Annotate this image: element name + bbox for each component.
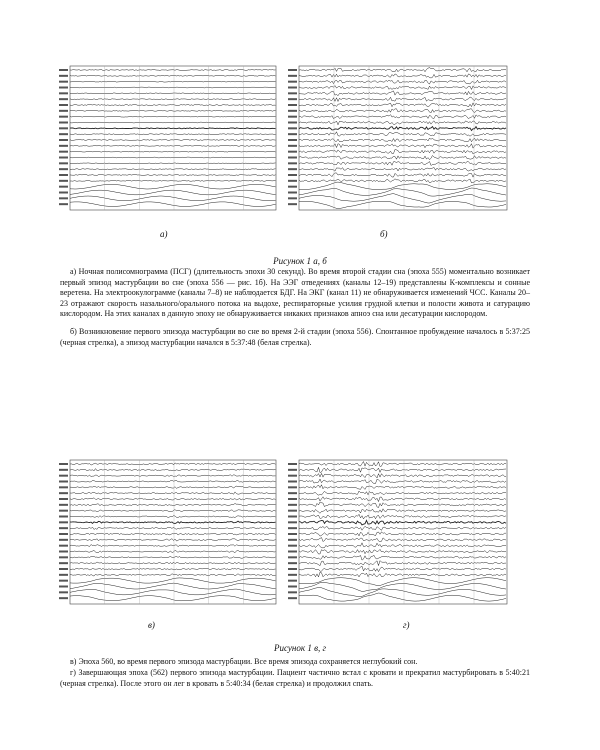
channel-label-mark — [288, 192, 297, 194]
eeg-trace — [70, 469, 276, 471]
channel-label-mark — [59, 521, 68, 523]
channel-label-mark — [288, 98, 297, 100]
eeg-trace — [299, 538, 506, 542]
channel-label-mark — [288, 533, 297, 535]
eeg-trace — [70, 574, 276, 576]
eeg-trace — [70, 128, 276, 129]
channel-label-mark — [59, 463, 68, 465]
eeg-trace — [299, 509, 506, 514]
eeg-trace — [299, 121, 506, 125]
eeg-trace — [299, 473, 506, 478]
channel-label-mark — [288, 469, 297, 471]
channel-label-mark — [59, 81, 68, 83]
channel-label-mark — [288, 510, 297, 512]
eeg-trace — [299, 497, 506, 502]
eeg-trace — [70, 568, 276, 570]
eeg-trace — [70, 122, 276, 123]
eeg-trace — [299, 593, 506, 601]
channel-label-mark — [288, 580, 297, 582]
channel-label-mark — [59, 197, 68, 199]
channel-label-mark — [59, 562, 68, 564]
eeg-trace — [70, 583, 276, 589]
channel-label-mark — [59, 186, 68, 188]
channel-label-mark — [59, 122, 68, 124]
eeg-trace — [299, 485, 506, 490]
eeg-trace — [70, 190, 276, 195]
eeg-trace — [70, 492, 276, 494]
channel-label-mark — [288, 180, 297, 182]
eeg-trace — [70, 504, 276, 506]
eeg-trace — [70, 480, 276, 482]
eeg-trace — [70, 70, 276, 71]
channel-label-mark — [59, 87, 68, 89]
eeg-trace — [70, 134, 276, 135]
eeg-trace — [70, 596, 276, 601]
channel-label-mark — [59, 551, 68, 553]
channel-label-mark — [288, 463, 297, 465]
eeg-trace — [70, 550, 276, 552]
channel-label-mark — [288, 545, 297, 547]
eeg-trace — [299, 578, 506, 586]
channel-label-mark — [288, 110, 297, 112]
eeg-trace — [299, 479, 506, 484]
eeg-trace — [299, 150, 506, 154]
channel-label-mark — [288, 122, 297, 124]
channel-label-mark — [288, 568, 297, 570]
eeg-trace — [70, 140, 276, 141]
eeg-trace — [70, 184, 276, 189]
channel-label-mark — [59, 157, 68, 159]
channel-label-mark — [288, 139, 297, 141]
channel-label-mark — [59, 168, 68, 170]
eeg-trace — [299, 514, 506, 519]
eeg-trace — [299, 462, 506, 467]
channel-label-mark — [59, 533, 68, 535]
channel-label-mark — [59, 145, 68, 147]
channel-label-mark — [288, 481, 297, 483]
eeg-trace — [70, 527, 276, 529]
eeg-trace — [70, 163, 276, 164]
channel-label-mark — [59, 475, 68, 477]
eeg-trace — [299, 583, 506, 592]
channel-label-mark — [288, 104, 297, 106]
eeg-trace — [70, 105, 276, 106]
channel-label-mark — [59, 69, 68, 71]
channel-label-mark — [288, 486, 297, 488]
channel-label-mark — [288, 203, 297, 205]
channel-label-mark — [59, 597, 68, 599]
channel-label-mark — [59, 486, 68, 488]
channel-label-mark — [288, 516, 297, 518]
eeg-trace — [299, 561, 506, 566]
channel-label-mark — [288, 168, 297, 170]
channel-label-mark — [59, 580, 68, 582]
eeg-trace — [70, 486, 276, 488]
psg-panel-d — [287, 458, 509, 608]
channel-label-mark — [288, 157, 297, 159]
channel-label-mark — [288, 597, 297, 599]
eeg-trace — [299, 179, 506, 183]
channel-label-mark — [59, 574, 68, 576]
eeg-trace — [70, 145, 276, 146]
eeg-trace — [70, 75, 276, 76]
eeg-trace — [299, 80, 506, 84]
channel-label-mark — [288, 498, 297, 500]
eeg-trace — [299, 115, 506, 119]
eeg-trace — [299, 194, 506, 203]
channel-label-mark — [288, 151, 297, 153]
eeg-trace — [70, 475, 276, 477]
eeg-trace — [299, 188, 506, 196]
channel-label-mark — [288, 162, 297, 164]
eeg-trace — [299, 520, 506, 525]
eeg-trace — [299, 91, 506, 96]
eeg-trace — [70, 180, 276, 181]
eeg-trace — [70, 175, 276, 176]
channel-label-mark — [59, 133, 68, 135]
eeg-trace — [299, 566, 506, 571]
eeg-trace — [299, 543, 506, 548]
channel-label-mark — [288, 75, 297, 77]
channel-label-mark — [288, 556, 297, 558]
panel-label-d: г) — [403, 620, 410, 630]
eeg-trace — [70, 578, 276, 583]
channel-label-mark — [59, 498, 68, 500]
eeg-trace — [70, 533, 276, 535]
channel-label-mark — [288, 81, 297, 83]
channel-label-mark — [59, 180, 68, 182]
channel-label-mark — [59, 568, 68, 570]
channel-label-mark — [288, 591, 297, 593]
channel-label-mark — [59, 203, 68, 205]
channel-label-mark — [59, 75, 68, 77]
eeg-trace — [299, 138, 506, 142]
channel-label-mark — [288, 69, 297, 71]
channel-label-mark — [59, 481, 68, 483]
channel-label-mark — [288, 504, 297, 506]
eeg-trace — [70, 545, 276, 547]
channel-label-mark — [288, 127, 297, 129]
channel-label-mark — [59, 510, 68, 512]
eeg-trace — [70, 87, 276, 88]
channel-label-mark — [59, 139, 68, 141]
eeg-trace — [299, 555, 506, 560]
figure1-caption: Рисунок 1 а, б — [273, 256, 327, 266]
eeg-trace — [299, 502, 506, 508]
eeg-trace — [299, 103, 506, 107]
channel-label-mark — [59, 116, 68, 118]
eeg-trace — [299, 127, 506, 131]
channel-label-mark — [288, 527, 297, 529]
eeg-trace — [299, 532, 506, 536]
channel-label-mark — [59, 162, 68, 164]
paragraph-d: г) Завершающая эпоха (562) первого эпизода мастурбации. Пациент частично встал с кровати и прекратил мастурбировать в 5:40:21 (черная стрелка). После этого он лег в кровать в 5:40:34 (белая стрелка) и продолжил спать. — [60, 668, 530, 688]
panel-frame — [299, 460, 507, 604]
channel-label-mark — [59, 556, 68, 558]
channel-label-mark — [288, 87, 297, 89]
channel-label-mark — [59, 586, 68, 588]
eeg-trace — [299, 549, 506, 554]
paragraph-b: б) Возникновение первого эпизода мастурбации во сне во время 2-й стадии (эпоха 556). Спонтанное пробуждение началось в 5:37:25 (черная стрелка), а эпизод мастурбации начался в 5:37:48 (белая стрелка). — [60, 327, 530, 347]
channel-label-mark — [288, 574, 297, 576]
eeg-trace — [299, 491, 506, 495]
eeg-trace — [70, 556, 276, 558]
eeg-trace — [299, 572, 506, 577]
eeg-trace — [70, 169, 276, 170]
channel-label-mark — [59, 469, 68, 471]
eeg-trace — [299, 68, 506, 72]
channel-label-mark — [59, 151, 68, 153]
channel-label-mark — [288, 562, 297, 564]
channel-label-mark — [288, 133, 297, 135]
channel-label-mark — [288, 197, 297, 199]
eeg-trace — [70, 99, 276, 100]
eeg-trace — [299, 74, 506, 78]
eeg-trace — [299, 162, 506, 166]
channel-label-mark — [288, 539, 297, 541]
eeg-trace — [70, 196, 276, 201]
eeg-trace — [70, 539, 276, 541]
eeg-trace — [299, 526, 506, 530]
channel-label-mark — [288, 92, 297, 94]
eeg-trace — [299, 467, 506, 472]
channel-label-mark — [59, 98, 68, 100]
eeg-trace — [299, 168, 506, 172]
eeg-trace — [299, 97, 506, 102]
channel-label-mark — [59, 545, 68, 547]
channel-label-mark — [59, 104, 68, 106]
panel-label-a: а) — [160, 229, 168, 239]
eeg-trace — [70, 562, 276, 564]
panel-label-c: в) — [148, 620, 155, 630]
channel-label-mark — [288, 586, 297, 588]
paragraph-a: а) Ночная полисомнограмма (ПСГ) (длительность эпохи 30 секунд). Во время второй стадии сна (эпоха 555) моментально возникает первый эпизод мастурбации во сне (эпоха 556 — рис. 1б). На ЭЭГ отведениях (каналы 12–19) представлены К-комплексы и сонные веретена. На электроокулограмме (каналы 7–8) не наблюдается БДГ. На ЭКГ (канал 11) не обнаруживается изменений ЧСС. Каналы 20–23 отражают скорость назального/орального потока на выдохе, респираторные усилия грудной клетки и полости живота и сатурацию кислородом. На этих каналах в данную эпоху не обнаруживается никаких признаков апноэ сна или десатурации кислородом. — [60, 267, 530, 318]
channel-label-mark — [59, 192, 68, 194]
channel-label-mark — [59, 492, 68, 494]
channel-label-mark — [59, 92, 68, 94]
psg-panel-a — [58, 64, 278, 214]
paragraph-c: в) Эпоха 560, во время первого эпизода мастурбации. Все время эпизода сохраняется неглубокий сон. — [70, 657, 418, 666]
eeg-trace — [70, 157, 276, 158]
channel-label-mark — [288, 186, 297, 188]
eeg-trace — [299, 173, 506, 177]
eeg-trace — [70, 81, 276, 82]
eeg-trace — [70, 516, 276, 518]
eeg-trace — [299, 109, 506, 113]
channel-label-mark — [59, 527, 68, 529]
channel-label-mark — [59, 127, 68, 129]
eeg-trace — [70, 110, 276, 111]
channel-label-mark — [288, 521, 297, 523]
channel-label-mark — [59, 516, 68, 518]
psg-panel-b — [287, 64, 509, 214]
psg-panel-c — [58, 458, 278, 608]
channel-label-mark — [59, 591, 68, 593]
eeg-trace — [70, 521, 276, 523]
eeg-trace — [70, 151, 276, 152]
eeg-trace — [299, 156, 506, 160]
eeg-trace — [70, 589, 276, 595]
channel-label-mark — [288, 145, 297, 147]
eeg-trace — [299, 587, 506, 596]
channel-label-mark — [288, 551, 297, 553]
channel-label-mark — [59, 539, 68, 541]
channel-label-mark — [59, 504, 68, 506]
panel-label-b: б) — [380, 229, 388, 239]
channel-label-mark — [288, 475, 297, 477]
eeg-trace — [70, 498, 276, 500]
eeg-trace — [70, 116, 276, 117]
eeg-trace — [70, 202, 276, 207]
eeg-trace — [299, 144, 506, 148]
eeg-trace — [299, 201, 506, 208]
channel-label-mark — [288, 174, 297, 176]
eeg-trace — [299, 132, 506, 136]
channel-label-mark — [288, 492, 297, 494]
eeg-trace — [70, 463, 276, 465]
channel-label-mark — [288, 116, 297, 118]
eeg-trace — [70, 510, 276, 512]
channel-label-mark — [59, 110, 68, 112]
eeg-trace — [70, 93, 276, 94]
eeg-trace — [299, 86, 506, 90]
channel-label-mark — [59, 174, 68, 176]
figure2-caption: Рисунок 1 в, г — [273, 643, 327, 653]
